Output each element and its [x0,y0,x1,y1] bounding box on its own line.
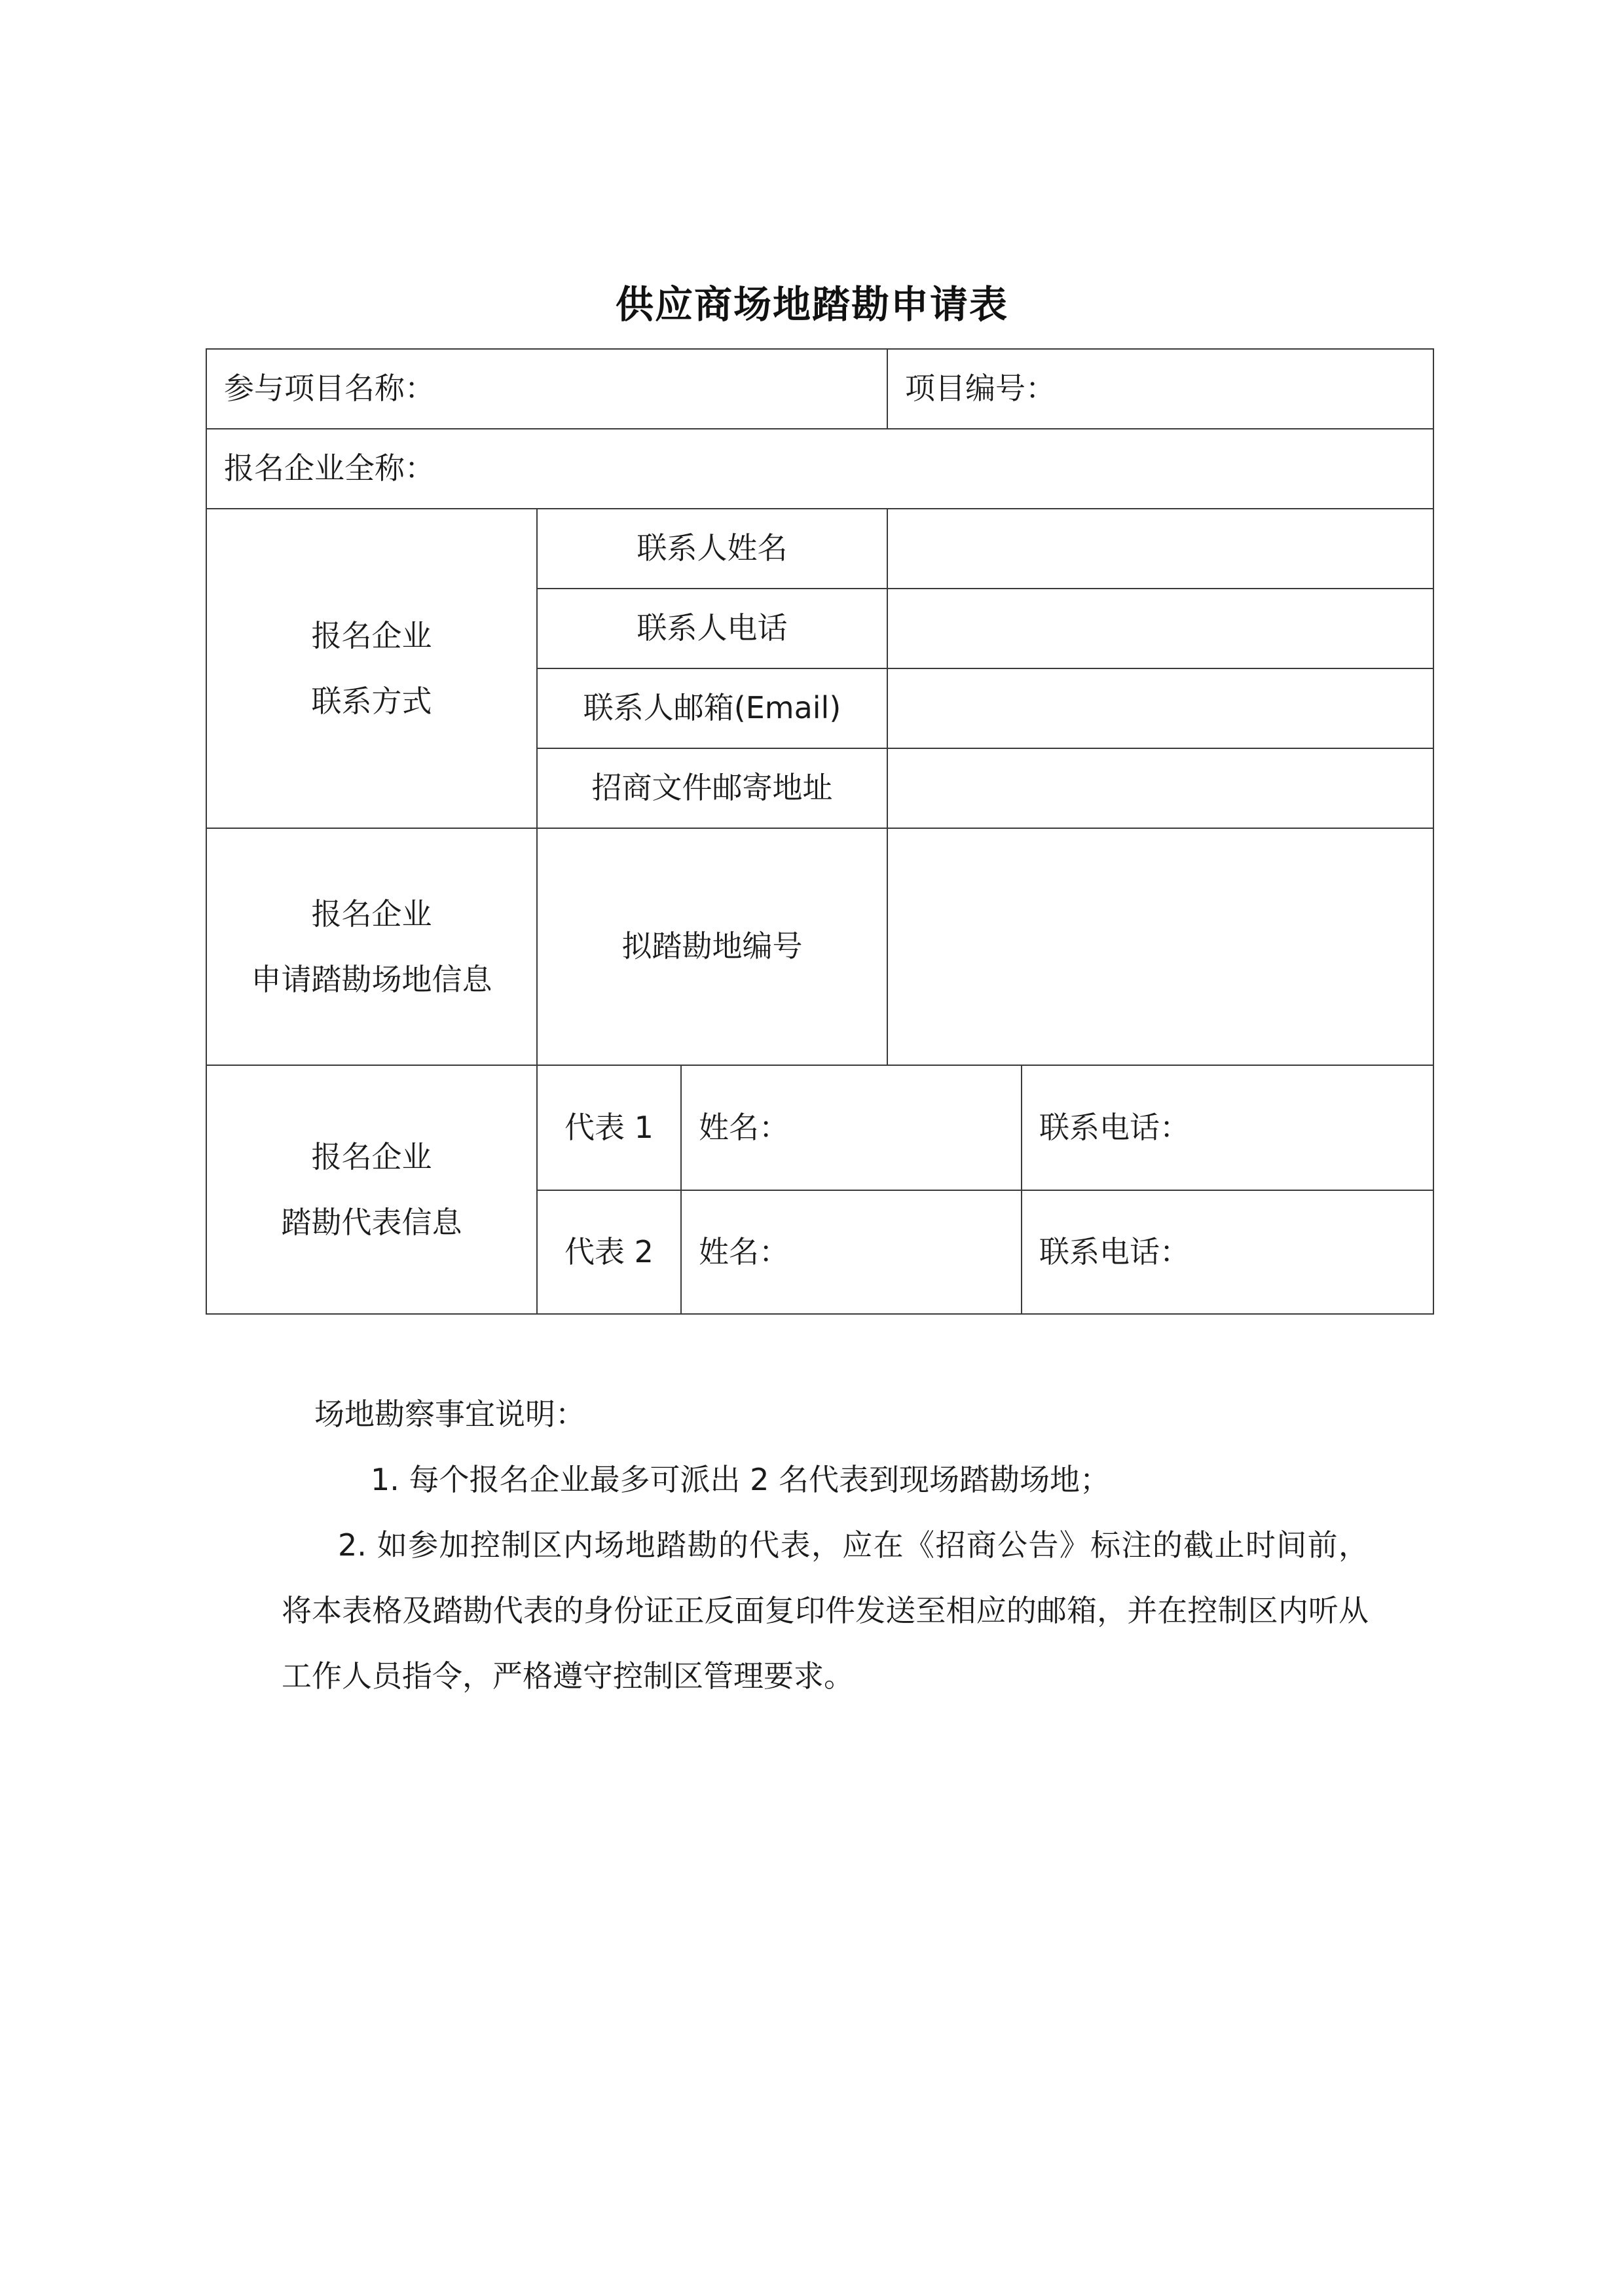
contact-email-value[interactable] [887,668,1433,748]
contact-row-name [206,509,1433,589]
contact-section-heading [206,509,537,828]
contact-name-value[interactable] [887,509,1433,589]
note-item-1: 1. 每个报名企业最多可派出 2 名代表到现场踏勘场地； [371,1462,1111,1497]
rep-2-label: 代表 2 [537,1190,681,1314]
site-number-value[interactable] [887,828,1433,1065]
project-number-label: 项目编号： [905,371,1056,407]
mailing-address-value[interactable] [887,748,1433,828]
rep-heading-line1: 报名企业 [311,1139,432,1175]
rep-1-label: 代表 1 [537,1065,681,1190]
rep-section-heading [206,1065,537,1314]
rep-1-name-label: 姓名： [699,1109,789,1145]
company-name-row [206,429,1433,509]
project-row [206,349,1433,429]
rep-1-phone-label: 联系电话： [1039,1109,1190,1145]
form-title: 供应商场地踏勘申请表 [615,282,1008,327]
rep-1-name-cell[interactable] [681,1065,1022,1190]
contact-phone-value[interactable] [887,589,1433,668]
contact-heading-line2: 联系方式 [311,683,432,719]
company-name-cell[interactable] [206,429,1433,509]
rep-2-phone-label: 联系电话： [1039,1233,1190,1269]
notes-heading: 场地勘察事宜说明： [314,1396,585,1432]
rep-2-name-label: 姓名： [699,1233,789,1269]
company-name-label: 报名企业全称： [224,450,435,486]
mailing-address-label: 招商文件邮寄地址 [537,748,887,828]
project-name-cell[interactable] [206,349,887,429]
application-form-table [206,348,1434,1315]
site-number-label: 拟踏勘地编号 [537,828,887,1065]
rep-2-phone-cell[interactable] [1022,1190,1433,1314]
project-name-label: 参与项目名称： [224,371,435,407]
note-item-2: 2. 如参加控制区内场地踏勘的代表，应在《招商公告》标注的截止时间前，将本表格及踏勘代表的身份证正反面复印件发送至相应的邮箱，并在控制区内听从工作人员指令，严格遵守控制区管理要求。 [282,1527,1369,1694]
notes-section [282,1381,1401,1709]
site-heading-line2: 申请踏勘场地信息 [251,962,492,997]
rep-heading-line2: 踏勘代表信息 [281,1205,462,1240]
contact-email-label: 联系人邮箱(Email) [537,668,887,748]
rep-2-name-cell[interactable] [681,1190,1022,1314]
contact-name-label: 联系人姓名 [537,509,887,589]
site-heading-line1: 报名企业 [311,896,432,932]
site-section-heading [206,828,537,1065]
site-row [206,828,1433,1065]
rep-row-1 [206,1065,1433,1190]
contact-heading-line1: 报名企业 [311,618,432,653]
rep-1-phone-cell[interactable] [1022,1065,1433,1190]
contact-phone-label: 联系人电话 [537,589,887,668]
project-number-cell[interactable] [887,349,1433,429]
